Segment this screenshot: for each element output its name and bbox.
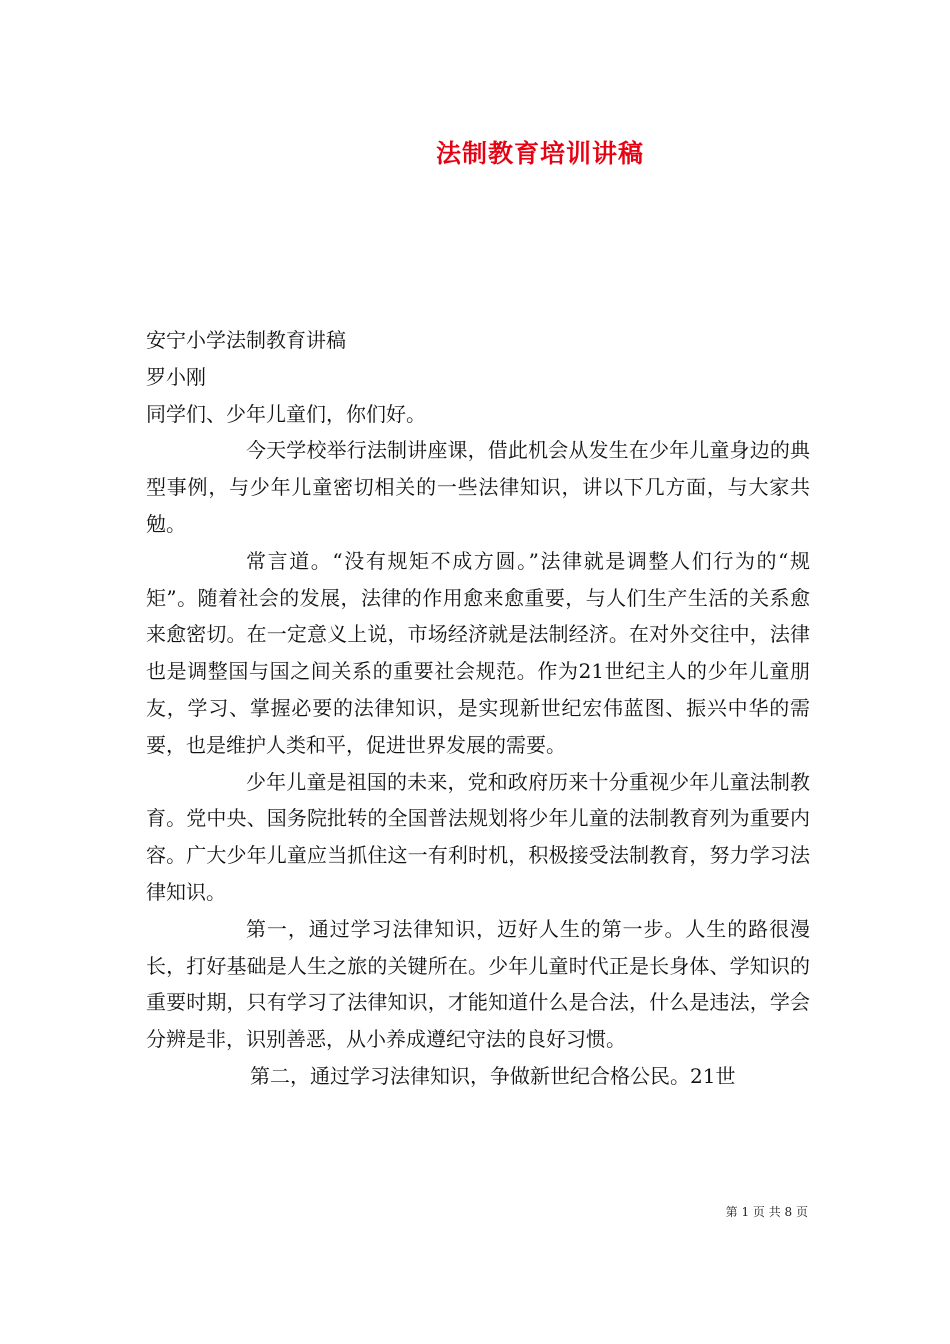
school-line: 安宁小学法制教育讲稿	[146, 328, 346, 352]
paragraph-3: 少年儿童是祖国的未来，党和政府历来十分重视少年儿童法制教育。党中央、国务院批转的全国普法规划将少年儿童的法制教育列为重要内容。广大少年儿童应当抓住这一有利时机，积极接受法制教育，努力学习法律知识。	[146, 769, 810, 904]
greeting: 同学们、少年儿童们，你们好。	[146, 401, 426, 426]
paragraph-5: 第二，通过学习法律知识，争做新世纪合格公民。21世	[250, 1063, 736, 1088]
author-name: 罗小刚	[146, 364, 206, 389]
paragraph-4: 第一，通过学习法律知识，迈好人生的第一步。人生的路很漫长，打好基础是人生之旅的关键所在。少年儿童时代正是长身体、学知识的重要时期，只有学习了法律知识，才能知道什么是合法，什么是违法，学会分辨是非，识别善恶，从小养成遵纪守法的良好习惯。	[146, 916, 810, 1052]
paragraph-2: 常言道。“没有规矩不成方圆。”法律就是调整人们行为的“规矩”。随着社会的发展，法律的作用愈来愈重要，与人们生产生活的关系愈来愈密切。在一定意义上说，市场经济就是法制经济。在对外交往中，法律也是调整国与国之间关系的重要社会规范。作为21世纪主人的少年儿童朋友，学习、掌握必要的法律知识，是实现新世纪宏伟蓝图、振兴中华的需要，也是维护人类和平，促进世界发展的需要。	[146, 548, 810, 757]
paragraph-1: 今天学校举行法制讲座课，借此机会从发生在少年儿童身边的典型事例，与少年儿童密切相关的一些法律知识，讲以下几方面，与大家共勉。	[146, 438, 810, 536]
document-title: 法制教育培训讲稿	[435, 139, 644, 168]
document-body	[146, 322, 810, 1095]
page-number-footer: 第 1 页 共 8 页	[725, 1205, 808, 1219]
